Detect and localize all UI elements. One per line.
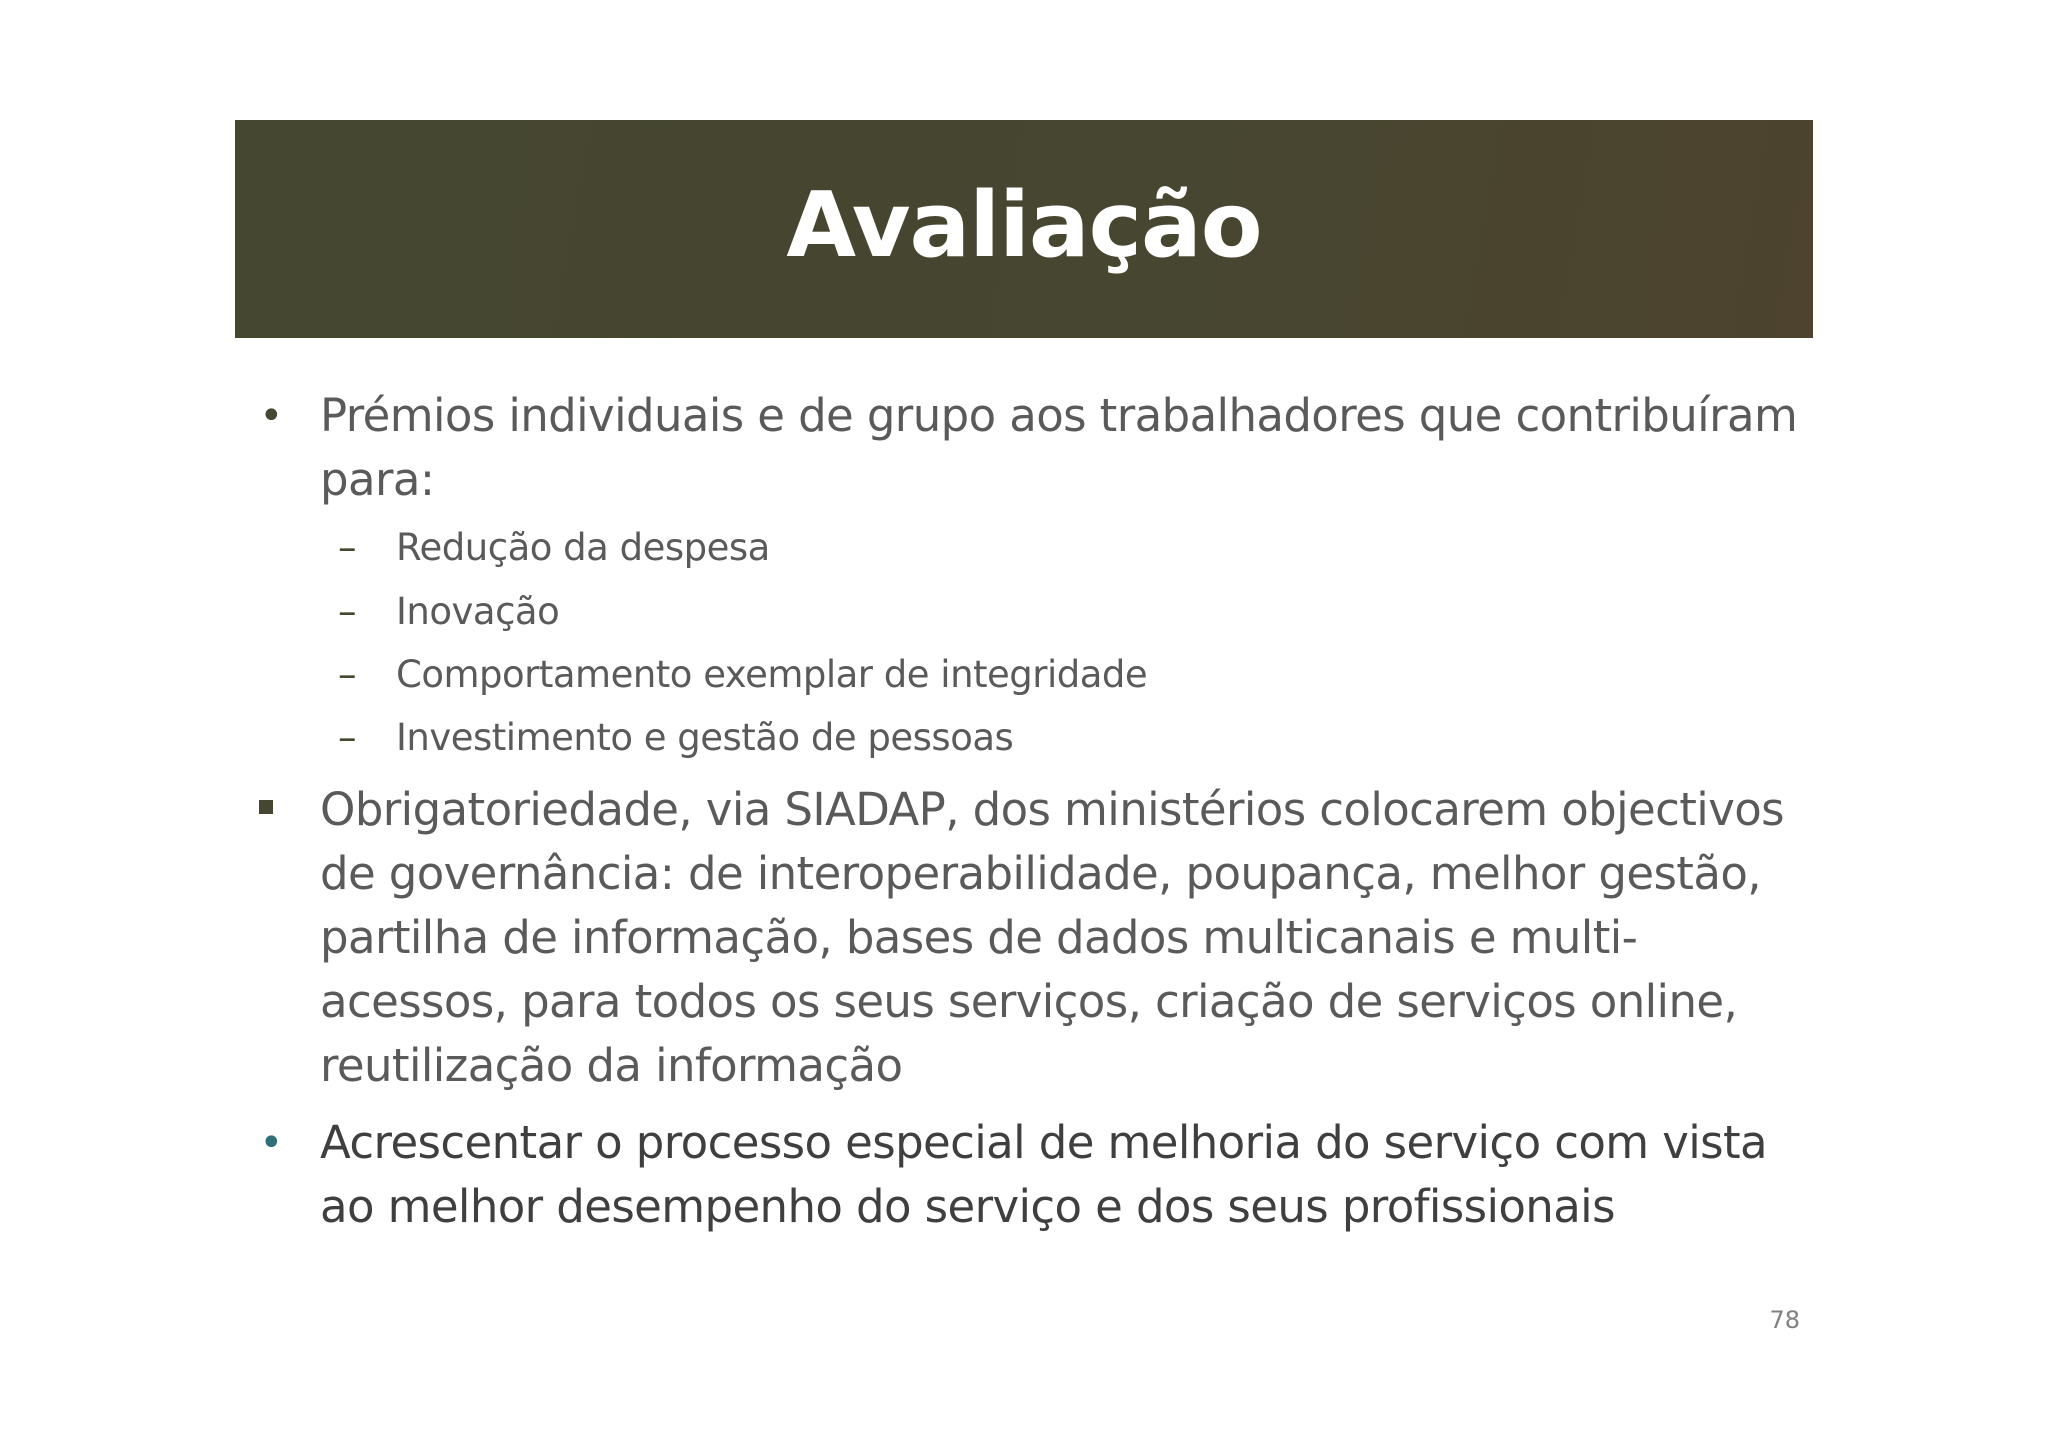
bullet-item-premios bbox=[259, 384, 1800, 512]
dash-icon: – bbox=[338, 526, 356, 569]
bullet-text: Acrescentar o processo especial de melhoria do serviço com vista ao melhor desempenho do serviço e dos seus profissionais bbox=[320, 1116, 1768, 1233]
bullet-item-acrescentar bbox=[259, 1111, 1800, 1239]
dash-icon: – bbox=[338, 653, 356, 696]
sub-item bbox=[338, 587, 1596, 637]
sub-item bbox=[338, 650, 1596, 700]
bullet-square-icon bbox=[259, 800, 273, 814]
slide-title: Avaliação bbox=[786, 173, 1262, 278]
sub-item-text: Inovação bbox=[396, 590, 560, 633]
bullet-dot-icon: • bbox=[259, 393, 283, 439]
sub-item bbox=[338, 523, 1596, 573]
dash-icon: – bbox=[338, 590, 356, 633]
bullet-text: Obrigatoriedade, via SIADAP, dos ministérios colocarem objectivos de governância: de interoperabilidade, poupança, melhor gestão, partilha de informação, bases de dados multicanais e multi-acessos, para todos os seus serviços, criação de serviços online, reutilização da informação bbox=[320, 783, 1785, 1092]
sub-item-text: Redução da despesa bbox=[396, 526, 770, 569]
sub-item bbox=[338, 713, 1596, 763]
bullet-text: Prémios individuais e de grupo aos trabalhadores que contribuíram para: bbox=[320, 389, 1798, 506]
sub-item-text: Comportamento exemplar de integridade bbox=[396, 653, 1148, 696]
bullet-item-obrigatoriedade bbox=[320, 778, 1800, 1098]
bullet-dot-icon: • bbox=[259, 1120, 283, 1166]
dash-icon: – bbox=[338, 716, 356, 759]
page-number: 78 bbox=[1769, 1306, 1800, 1334]
sub-item-text: Investimento e gestão de pessoas bbox=[396, 716, 1014, 759]
